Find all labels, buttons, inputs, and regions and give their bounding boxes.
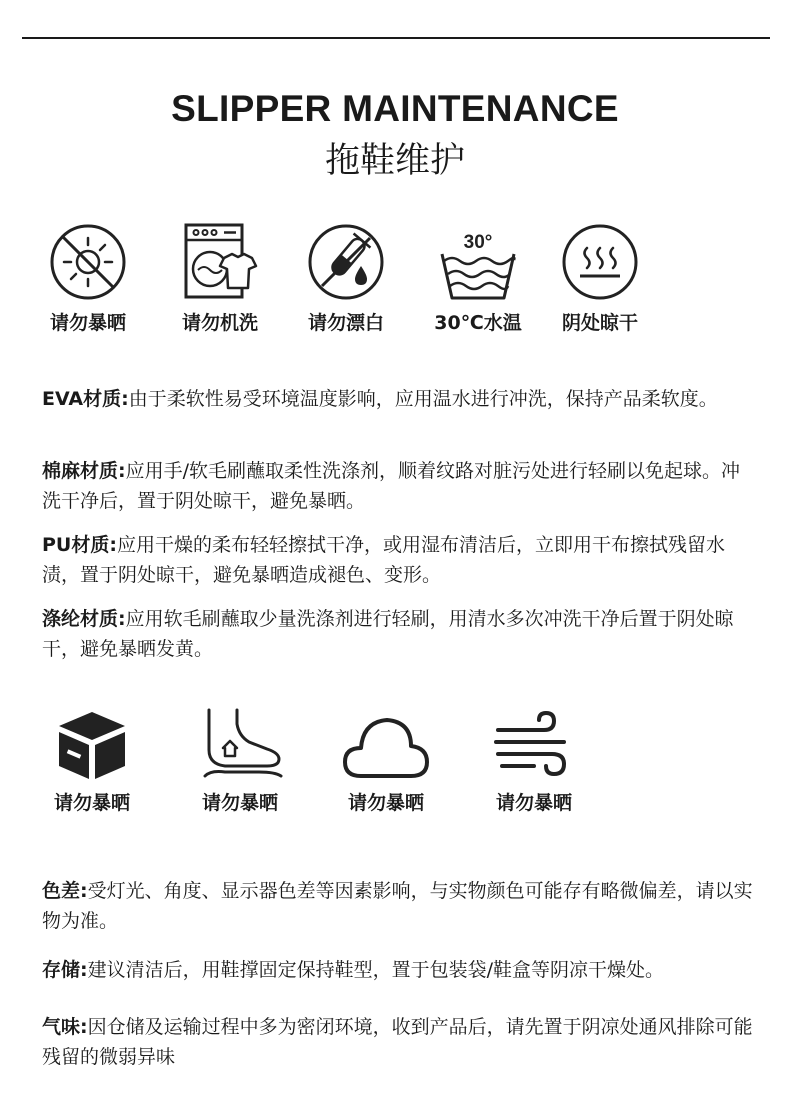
material-text: 应用手/软毛刷蘸取柔性洗涤剂，顺着纹路对脏污处进行轻刷以免起球。冲洗干净后，置于阴处晾干，避免暴晒。 [42,460,741,512]
water-temp-mark: 30° [463,232,493,253]
wash-icon-item [170,222,270,336]
wash-icon-label: 阴处晾干 [561,312,638,334]
no-machine-wash-icon [180,222,260,302]
note-color-difference [42,876,758,936]
material-text: 应用软毛刷蘸取少量洗涤剂进行轻刷，用清水多次冲洗干净后置于阴处晾干，避免暴晒发黄。 [42,608,734,660]
care-icon-label: 请勿暴晒 [495,792,572,814]
note-text: 因仓储及运输过程中多为密闭环境，收到产品后，请先置于阴凉处通风排除可能残留的微弱异味 [42,1016,753,1068]
wash-icon-item [298,222,394,336]
wash-icon-item [552,222,648,336]
care-icon-item [190,708,290,816]
material-cotton-linen [42,456,758,516]
note-name: 气味: [42,1016,88,1038]
wash-icon-item [420,222,536,336]
cloud-icon [341,708,431,782]
no-bleach-icon [306,222,386,302]
wash-icon-item [40,222,136,336]
wind-icon [492,708,576,782]
material-pu [42,530,758,590]
note-name: 存储: [42,959,88,981]
note-odor [42,1012,758,1072]
note-text: 受灯光、角度、显示器色差等因素影响，与实物颜色可能存有略微偏差，请以实物为准。 [42,880,753,932]
care-icon-label: 请勿暴晒 [347,792,424,814]
wash-icons-row [0,222,790,342]
care-icons-row [0,708,790,820]
care-icon-label: 请勿暴晒 [53,792,130,814]
foot-insole-icon [195,708,285,782]
note-name: 色差: [42,880,88,902]
wash-icon-label: 请勿漂白 [307,312,384,334]
care-icon-item [484,708,584,816]
page-title-en: SLIPPER MAINTENANCE [171,88,619,129]
top-divider [22,37,770,39]
page-title-cn: 拖鞋维护 [324,141,465,181]
care-icon-item [44,708,140,816]
wash-icon-label: 请勿暴晒 [49,312,126,334]
material-name: EVA材质: [42,388,129,410]
material-name: 涤纶材质: [42,608,126,630]
material-name: PU材质: [42,534,117,556]
no-sun-icon [48,222,128,302]
wash-icon-label: 30℃水温 [434,312,522,334]
care-icon-item [336,708,436,816]
material-polyester [42,604,758,664]
wash-icon-label: 请勿机洗 [181,312,258,334]
material-name: 棉麻材质: [42,460,126,482]
note-storage [42,955,758,985]
material-text: 应用干燥的柔布轻轻擦拭干净，或用湿布清洁后，立即用干布擦拭残留水渍，置于阴处晾干，避免暴晒造成褪色、变形。 [42,534,725,586]
box-icon [53,708,131,782]
care-icon-label: 请勿暴晒 [201,792,278,814]
note-text: 建议清洁后，用鞋撑固定保持鞋型，置于包装袋/鞋盒等阴凉干燥处。 [87,959,665,981]
material-text: 由于柔软性易受环境温度影响，应用温水进行冲洗，保持产品柔软度。 [128,388,718,410]
shade-dry-icon [560,222,640,302]
water-temp-icon [438,222,518,302]
material-eva [42,384,758,414]
